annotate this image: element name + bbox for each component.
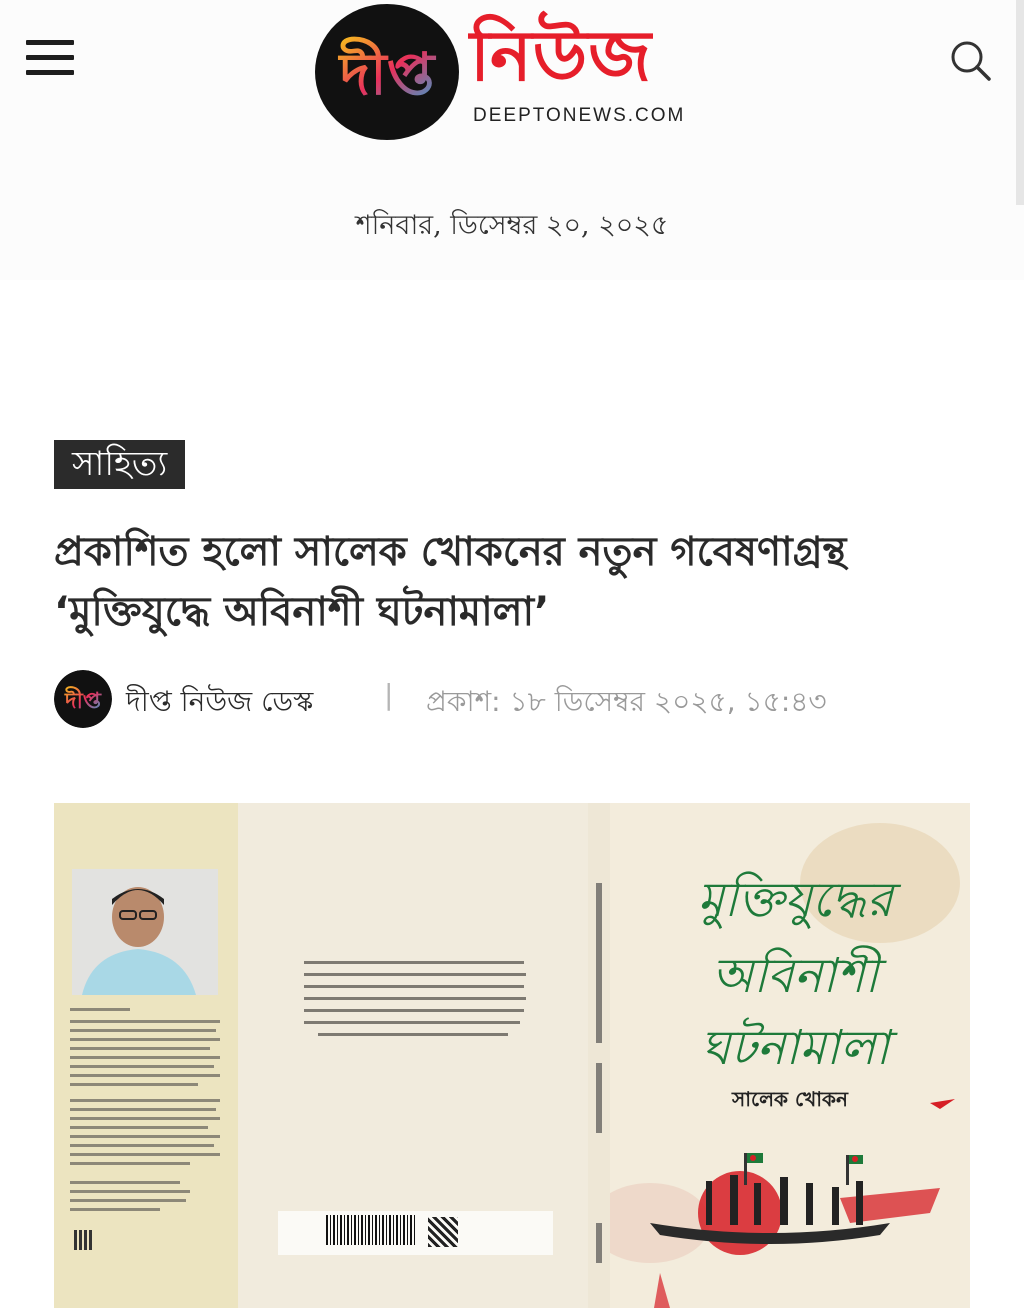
search-button[interactable] bbox=[946, 36, 996, 86]
svg-text:দীপ্ত: দীপ্ত bbox=[65, 689, 101, 714]
logo-domain: DEEPTONEWS.COM bbox=[473, 105, 686, 126]
cover-title-line-1: মুক্তিযুদ্ধের bbox=[697, 872, 893, 928]
cover-spine bbox=[588, 803, 610, 1308]
logo-emblem bbox=[313, 2, 461, 142]
article-byline bbox=[54, 668, 974, 730]
publish-date: প্রকাশ: ১৮ ডিসেম্বর ২০২৫, ১৫:৪৩ bbox=[426, 685, 827, 718]
headline-line-1: প্রকাশিত হলো সালেক খোকনের নতুন গবেষণাগ্রন্থ bbox=[54, 529, 847, 575]
cover-title-line-2: অবিনাশী bbox=[711, 948, 879, 1004]
author-photo bbox=[72, 869, 218, 995]
site-logo[interactable] bbox=[313, 0, 713, 145]
hamburger-menu-icon bbox=[26, 40, 74, 45]
author-avatar[interactable] bbox=[54, 670, 112, 728]
cover-front bbox=[610, 803, 970, 1308]
cover-back-flap bbox=[54, 803, 238, 1308]
hamburger-menu-button[interactable] bbox=[26, 40, 76, 80]
cover-title-line-3: ঘটনামালা bbox=[700, 1020, 890, 1076]
byline-separator: | bbox=[384, 678, 394, 711]
cover-author: সালেক খোকন bbox=[732, 1087, 848, 1111]
flap-qr-code bbox=[74, 1230, 92, 1250]
author-name[interactable]: দীপ্ত নিউজ ডেস্ক bbox=[126, 685, 314, 718]
avatar-logo-icon bbox=[54, 670, 112, 728]
svg-text:দীপ্ত: দীপ্ত bbox=[339, 40, 435, 108]
logo-wordmark: নিউজ bbox=[470, 15, 652, 97]
site-header bbox=[0, 0, 1024, 280]
search-icon bbox=[946, 36, 996, 86]
article-headline bbox=[54, 522, 974, 642]
headline-line-2: ‘মুক্তিযুদ্ধে অবিনাশী ঘটনামালা’ bbox=[54, 589, 550, 635]
scrollbar-track[interactable] bbox=[1016, 0, 1024, 205]
category-tag[interactable]: সাহিত্য bbox=[54, 440, 185, 489]
current-date: শনিবার, ডিসেম্বর ২০, ২০২৫ bbox=[355, 210, 669, 241]
article-featured-image[interactable] bbox=[54, 803, 970, 1308]
cover-barcode bbox=[278, 1211, 553, 1255]
